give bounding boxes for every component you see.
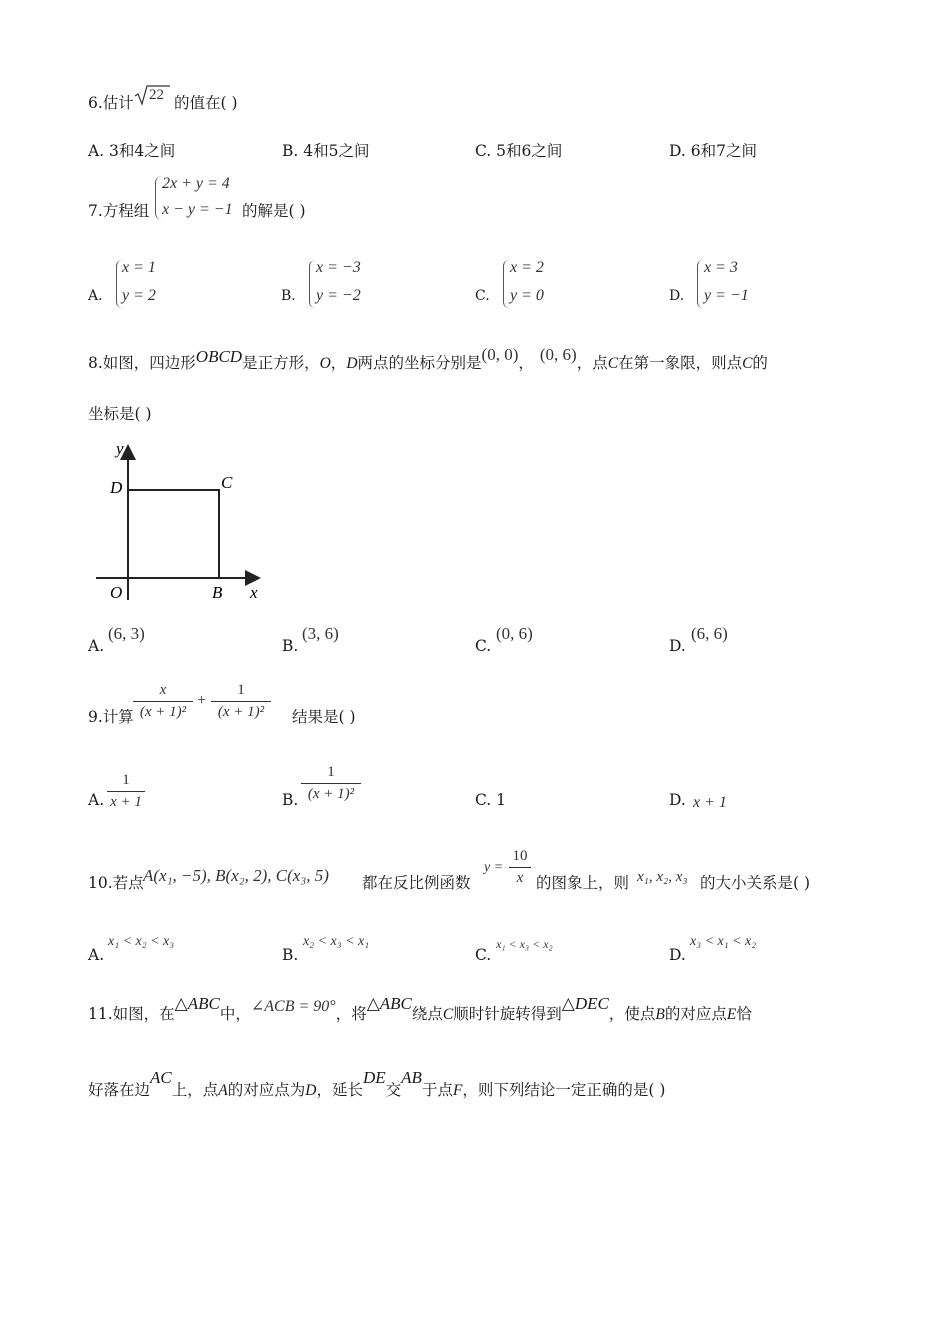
q6-stem-prefix: 6.估计 xyxy=(88,94,134,112)
q9-option-b-fraction xyxy=(301,764,361,803)
q7-stem-prefix: 7.方程组 xyxy=(88,202,150,220)
q8-text-5: 在第一象限，则点 xyxy=(618,354,743,372)
q8-option-d-label: D. xyxy=(669,637,686,655)
q7-option-d-line2: y = −1 xyxy=(704,287,749,304)
q10-option-b-label: B. xyxy=(282,946,299,964)
q8-text-1: 8.如图，四边形 xyxy=(88,354,196,372)
q9-option-c[interactable]: C. 1 xyxy=(475,791,507,809)
q11-triangle-abc: △ABC xyxy=(174,994,220,1013)
q7-stem-suffix: 的解是( ) xyxy=(242,202,306,220)
q9-option-a-num: 1 xyxy=(107,772,145,792)
q7-option-d-brace xyxy=(697,260,703,308)
q7-option-b-brace xyxy=(309,260,315,308)
q8-d-label: D xyxy=(346,355,358,372)
q7-option-d-label: D. xyxy=(669,288,685,304)
q9-stem-prefix: 9.计算 xyxy=(88,708,134,726)
q11-text-3: ，将 xyxy=(335,1005,367,1023)
q10-text-4: 的大小关系是( ) xyxy=(700,874,811,892)
q7-option-b-line2: y = −2 xyxy=(316,287,361,304)
q10-points: A(x₁, −5), B(x₂, 2), C(x₃, 5) xyxy=(143,866,329,885)
q10-option-c-label: C. xyxy=(475,946,492,964)
q11-c-label: C xyxy=(442,1006,454,1023)
q11-d-label: D xyxy=(305,1082,317,1099)
q10-func-fraction xyxy=(509,848,531,887)
q6-option-d[interactable]: D. 6和7之间 xyxy=(669,142,757,160)
q8-sep: ， xyxy=(330,354,347,372)
q9-option-a-den: x + 1 xyxy=(110,794,142,810)
q9-f2-den: (x + 1)² xyxy=(217,704,265,720)
q7-option-a-label: A. xyxy=(88,288,103,304)
q8-coord2: (0, 6) xyxy=(539,345,577,364)
q10-text-3: 的图象上，则 xyxy=(536,874,630,892)
q10-vars: x₁, x₂, x₃ xyxy=(637,869,688,885)
q9-option-d-value: x + 1 xyxy=(693,794,727,811)
q8-text-4: ，点 xyxy=(576,354,608,372)
q8-text-3: 两点的坐标分别是 xyxy=(357,354,482,372)
q11-text-6: ，使点 xyxy=(608,1005,656,1023)
q8-stem-line2: 坐标是( ) xyxy=(88,405,152,423)
q10-option-a-label: A. xyxy=(88,946,105,964)
q11-stem-line2 xyxy=(88,1068,666,1101)
q11-text-7: 的对应点 xyxy=(664,1005,727,1023)
q6-option-a[interactable]: A. 3和4之间 xyxy=(88,142,176,160)
q11-l2-text-6: 于点 xyxy=(421,1081,453,1099)
q9-option-b-den: (x + 1)² xyxy=(307,786,355,802)
q11-triangle-dec: △DEC xyxy=(561,994,609,1013)
q8-o-label: O xyxy=(319,355,331,372)
q11-l2-text-4: ，延长 xyxy=(316,1081,363,1099)
q8-c-label-1: C xyxy=(607,355,619,372)
q9-stem-suffix: 结果是( ) xyxy=(292,708,356,726)
q9-fraction-1 xyxy=(133,682,193,721)
q8-coord1: (0, 0) xyxy=(481,345,519,364)
q9-f1-den: (x + 1)² xyxy=(139,704,187,720)
q7-eq2: x − y = −1 xyxy=(162,201,233,218)
q6-sqrt xyxy=(134,84,170,106)
q10-option-b-value: x₂ < x₃ < x₁ xyxy=(303,934,370,949)
q10-option-c-value: x₁ < x₃ < x₂ xyxy=(496,937,553,951)
q8-option-c-value: (0, 6) xyxy=(496,624,533,643)
q10-func-num: 10 xyxy=(509,848,531,868)
q11-l2-text-3: 的对应点为 xyxy=(227,1081,306,1099)
q7-option-c-line1: x = 2 xyxy=(510,259,544,276)
q11-f-label: F xyxy=(452,1082,463,1099)
q6-stem xyxy=(88,93,134,113)
q9-option-b-num: 1 xyxy=(301,764,361,784)
q8-y-label: y xyxy=(116,439,124,458)
q7-option-c-brace xyxy=(503,260,509,308)
q11-text-8: 恰 xyxy=(736,1005,752,1023)
q8-figure xyxy=(92,438,272,608)
q10-option-a-value: x₁ < x₂ < x₃ xyxy=(108,934,175,949)
q11-l2-text-5: 交 xyxy=(385,1081,402,1099)
q11-e-label: E xyxy=(726,1006,737,1023)
q6-option-b[interactable]: B. 4和5之间 xyxy=(282,142,370,160)
q8-text-2: 是正方形， xyxy=(242,354,320,372)
q8-square xyxy=(128,490,219,578)
q7-option-b-line1: x = −3 xyxy=(316,259,361,276)
q8-c-label-2: C xyxy=(742,355,753,372)
q11-stem-line1 xyxy=(88,994,752,1025)
q10-func-den: x xyxy=(516,870,524,886)
q9-option-b-label: B. xyxy=(282,791,299,809)
q8-option-a-label: A. xyxy=(88,637,105,655)
q10-func-lhs: y = xyxy=(484,860,504,875)
q11-ac: AC xyxy=(150,1068,172,1087)
q10-text-2: 都在反比例函数 xyxy=(362,874,471,892)
q11-text-4: 绕点 xyxy=(411,1005,443,1023)
q8-o-point: O xyxy=(110,583,123,602)
q8-option-b-label: B. xyxy=(282,637,299,655)
q7-option-a-line1: x = 1 xyxy=(122,259,156,276)
q9-f2-num: 1 xyxy=(211,682,271,702)
q8-option-c-label: C. xyxy=(475,637,492,655)
q9-f1-num: x xyxy=(133,682,193,702)
q10-option-d-value: x₃ < x₁ < x₂ xyxy=(690,934,757,949)
q8-stem-line1 xyxy=(88,345,768,374)
q7-option-c-line2: y = 0 xyxy=(510,287,544,304)
q11-b-label: B xyxy=(655,1006,665,1023)
q8-comma: ， xyxy=(518,354,534,372)
q8-option-a-value: (6, 3) xyxy=(108,624,145,643)
q8-option-b-value: (3, 6) xyxy=(302,624,339,643)
q8-text-6: 的 xyxy=(752,354,768,372)
q11-de: DE xyxy=(362,1068,386,1087)
q9-option-a-fraction xyxy=(107,772,145,811)
q11-ab: AB xyxy=(401,1068,422,1087)
q11-text-5: 顺时针旋转得到 xyxy=(453,1005,562,1023)
q10-stem-prefix: 10.若点 xyxy=(88,874,144,892)
q11-angle: ∠ACB = 90° xyxy=(250,998,336,1015)
q11-l2-text-1: 好落在边 xyxy=(88,1081,151,1099)
q7-eq1: 2x + y = 4 xyxy=(162,175,230,192)
q6-option-c[interactable]: C. 5和6之间 xyxy=(475,142,563,160)
q11-a-label: A xyxy=(218,1082,228,1099)
q7-option-b-label: B. xyxy=(281,288,296,304)
q6-radicand: 22 xyxy=(149,87,164,103)
q8-c-point: C xyxy=(221,473,233,492)
q11-text-1: 11.如图，在 xyxy=(88,1005,175,1023)
q6-stem-suffix: 的值在( ) xyxy=(174,94,238,112)
q10-option-d-label: D. xyxy=(669,946,686,964)
q8-b-point: B xyxy=(212,583,223,602)
q11-l2-text-2: 上，点 xyxy=(171,1081,219,1099)
q11-text-2: 中， xyxy=(219,1005,251,1023)
q8-x-label: x xyxy=(250,583,258,602)
q9-option-a-label: A. xyxy=(88,791,105,809)
q9-plus: + xyxy=(197,692,207,709)
q9-option-d-label: D. xyxy=(669,791,686,809)
q8-shape-name: OBCD xyxy=(195,347,243,366)
q8-d-point: D xyxy=(110,478,123,497)
q11-triangle-abc-2: △ABC xyxy=(366,994,412,1013)
q7-system-brace xyxy=(155,176,162,220)
q7-option-a-line2: y = 2 xyxy=(122,287,156,304)
q7-option-c-label: C. xyxy=(475,288,490,304)
q11-l2-text-7: ，则下列结论一定正确的是( ) xyxy=(462,1081,666,1099)
q7-option-d-line1: x = 3 xyxy=(704,259,738,276)
q8-option-d-value: (6, 6) xyxy=(691,624,728,643)
q9-fraction-2 xyxy=(211,682,271,721)
